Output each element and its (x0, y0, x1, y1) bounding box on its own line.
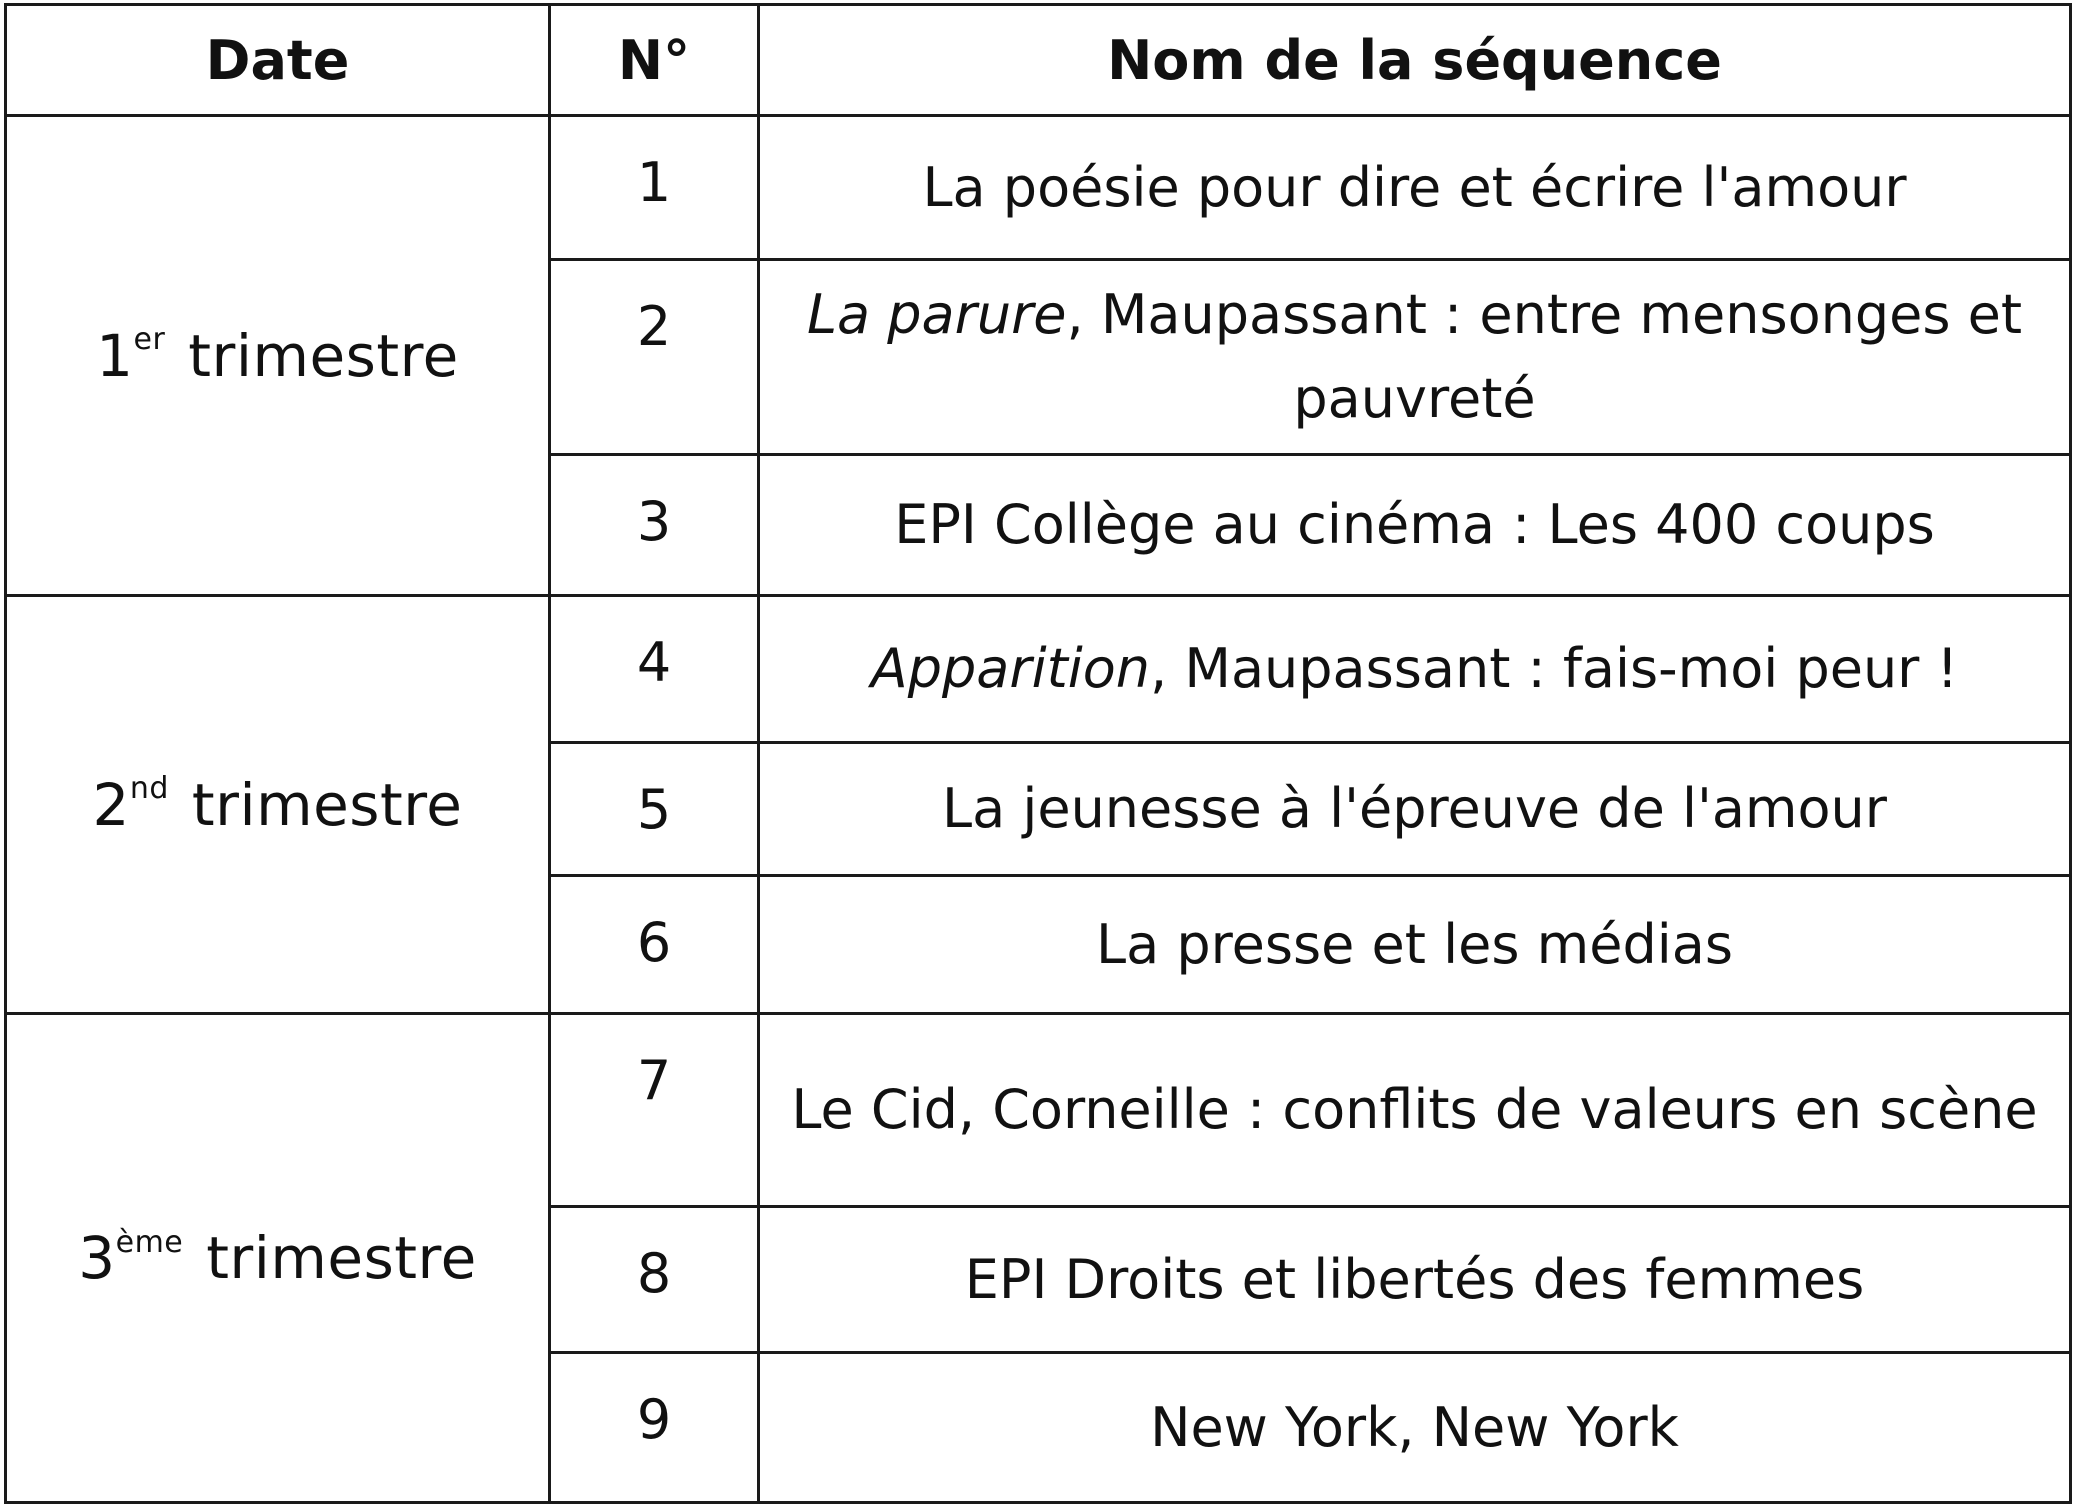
sequence-schedule (4, 3, 2072, 1503)
sequence-number: 6 (550, 876, 759, 1014)
sequence-number: 1 (550, 116, 759, 260)
term-label: trimestre (206, 1224, 477, 1292)
sequence-name (759, 1207, 2071, 1353)
sequence-number: 2 (550, 260, 759, 455)
sequence-title: EPI Droits et libertés des femmes (964, 1247, 1865, 1311)
sequence-title: La presse et les médias (1096, 912, 1733, 976)
table-row (6, 596, 2071, 743)
sequence-number: 8 (550, 1207, 759, 1353)
sequence-title-italic: La parure (806, 283, 1067, 346)
sequence-name (759, 1353, 2071, 1503)
header-date: Date (6, 5, 550, 116)
sequence-title: , Maupassant : entre mensonges et pauvreté (1066, 283, 2023, 430)
sequence-title: La poésie pour dire et écrire l'amour (922, 155, 1907, 219)
term-ordinal: 2 (92, 770, 130, 839)
sequence-number: 3 (550, 455, 759, 596)
sequence-title: Le Cid, Corneille : conflits de valeurs en scène (791, 1078, 2038, 1141)
table-row (6, 116, 2071, 260)
sequence-name (759, 455, 2071, 596)
header-name: Nom de la séquence (759, 5, 2071, 116)
term-suffix: ème (115, 1224, 184, 1260)
term-cell-1 (6, 116, 550, 596)
sequence-name (759, 876, 2071, 1014)
sequence-title-italic: Apparition (870, 637, 1151, 700)
term-label: trimestre (188, 321, 459, 390)
sequence-number: 7 (550, 1014, 759, 1207)
sequence-table (4, 3, 2072, 1504)
sequence-name (759, 1014, 2071, 1207)
header-number: N° (550, 5, 759, 116)
term-ordinal: 1 (96, 321, 134, 390)
term-label: trimestre (191, 770, 463, 839)
term-cell-2 (6, 596, 550, 1014)
table-row (6, 1014, 2071, 1207)
sequence-number: 9 (550, 1353, 759, 1503)
term-ordinal: 3 (78, 1224, 116, 1292)
sequence-number: 4 (550, 596, 759, 743)
sequence-number: 5 (550, 743, 759, 876)
sequence-title: , Maupassant : fais-moi peur ! (1150, 637, 1959, 700)
term-suffix: nd (129, 771, 169, 807)
sequence-name (759, 116, 2071, 260)
sequence-name (759, 260, 2071, 455)
sequence-title: La jeunesse à l'épreuve de l'amour (942, 777, 1887, 840)
header-row (6, 5, 2071, 116)
term-cell-3 (6, 1014, 550, 1503)
sequence-title: EPI Collège au cinéma : Les 400 coups (894, 493, 1935, 556)
sequence-name (759, 596, 2071, 743)
term-suffix: er (133, 322, 166, 358)
sequence-title: New York, New York (1150, 1395, 1679, 1459)
sequence-name (759, 743, 2071, 876)
